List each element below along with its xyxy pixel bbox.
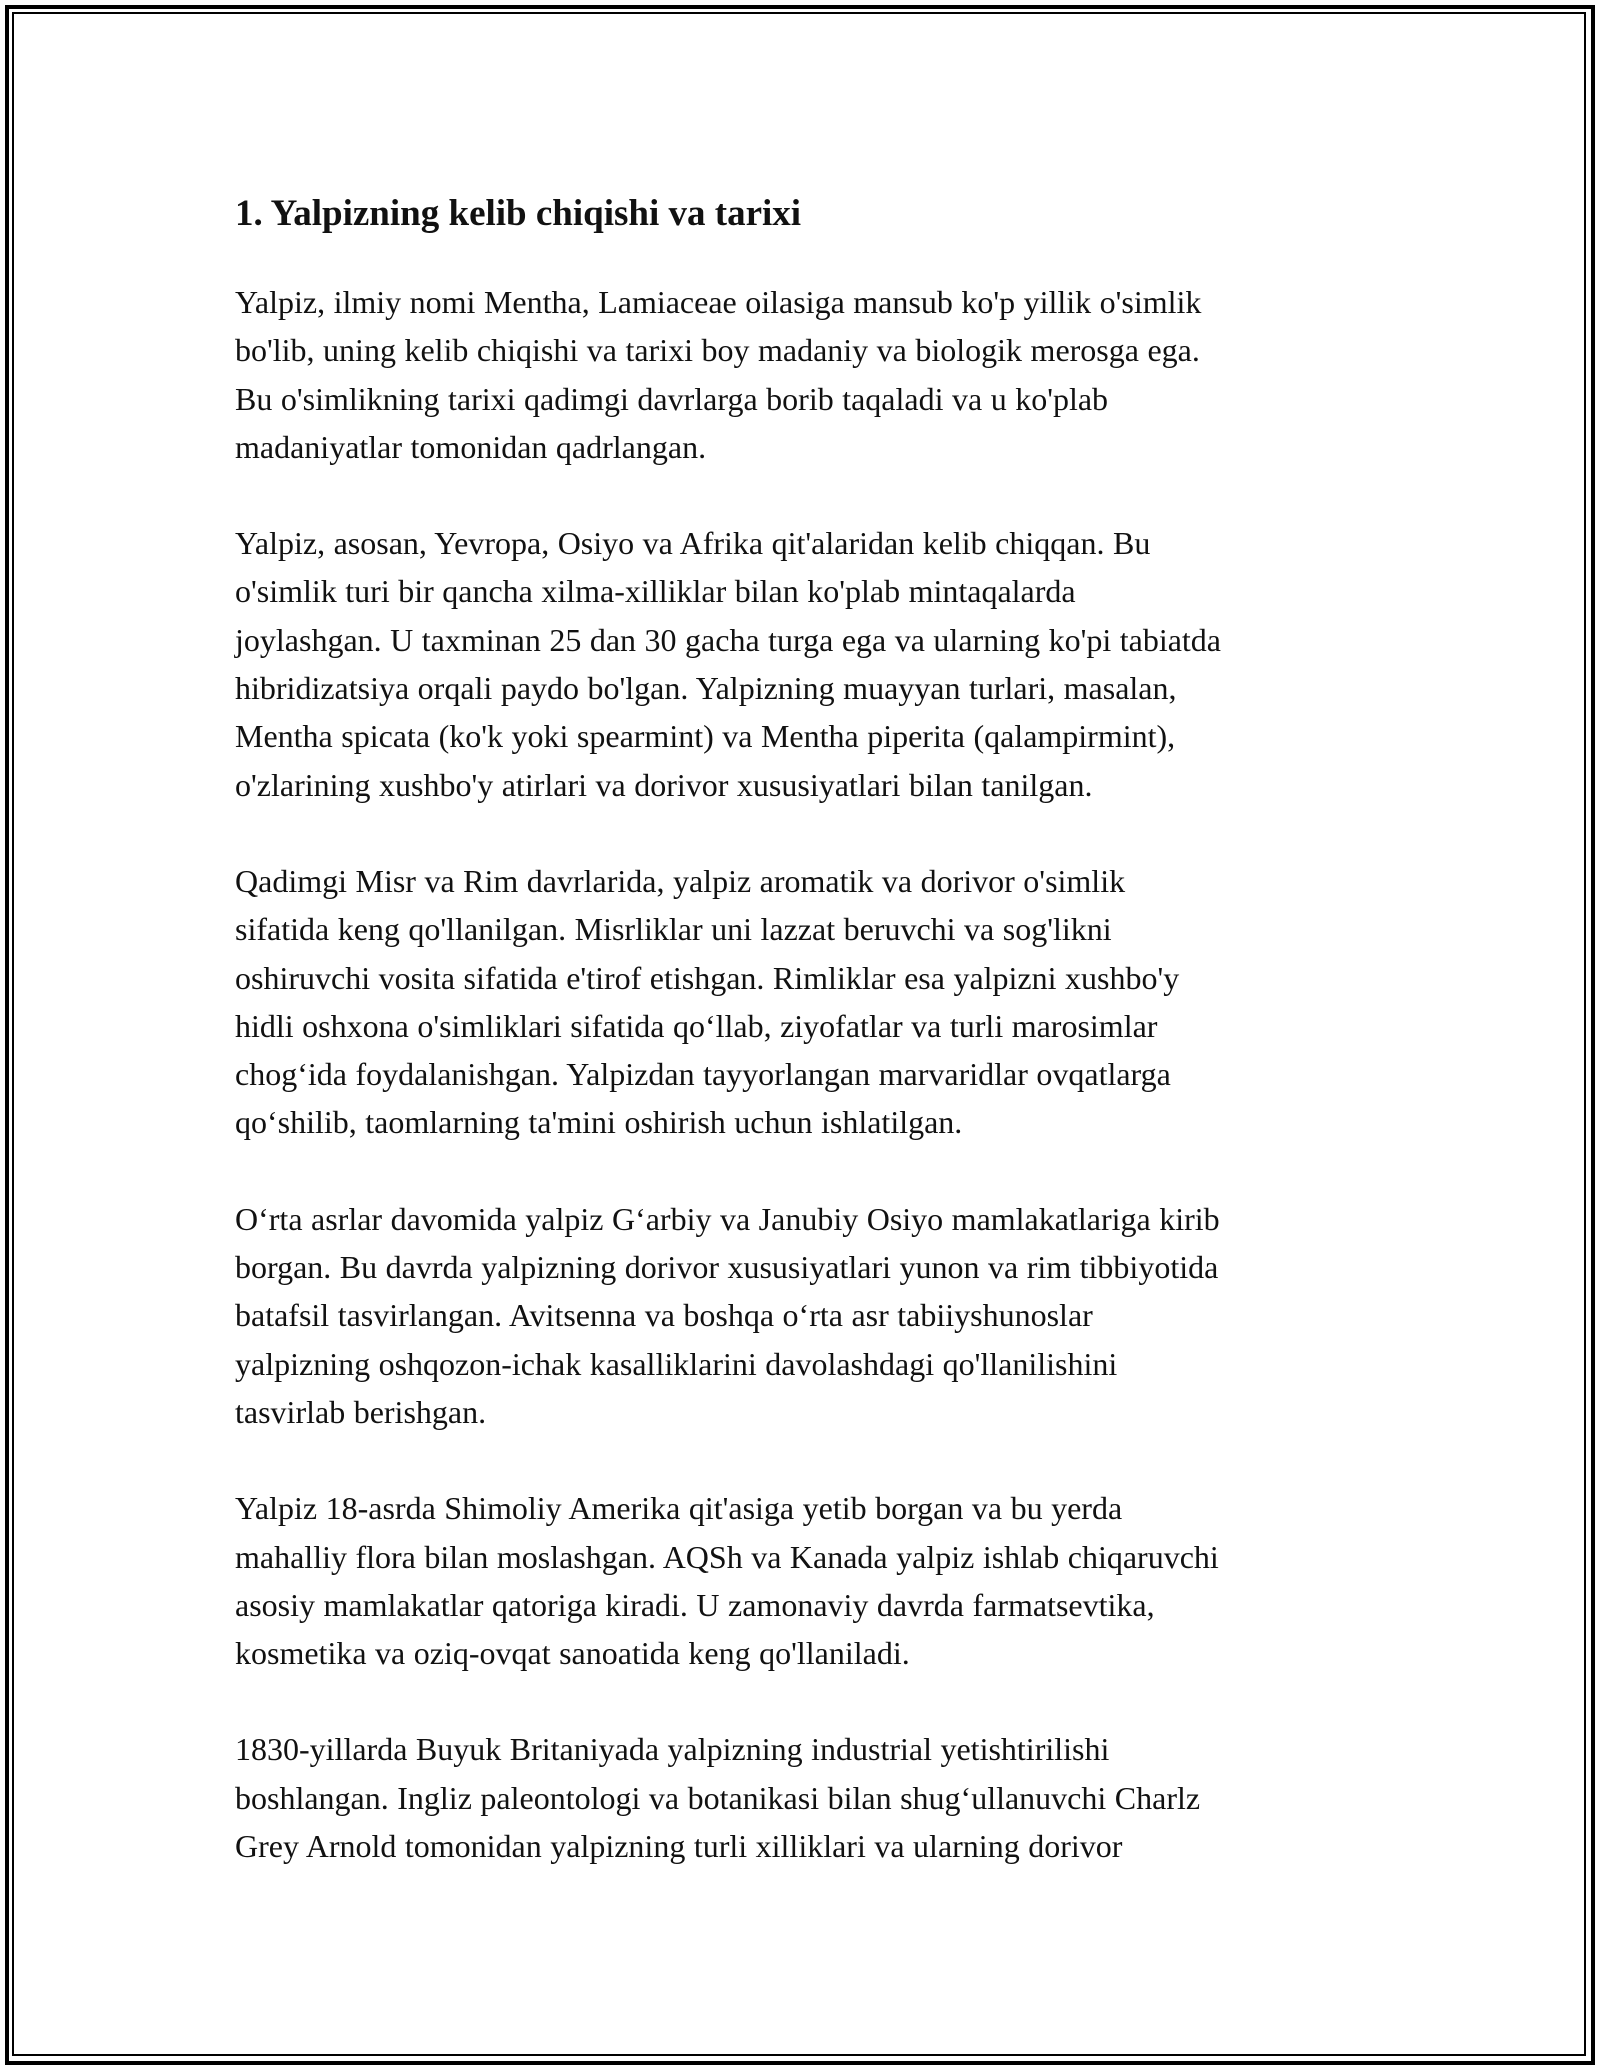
text-line: boshlangan. Ingliz paleontologi va botanikasi bilan shug‘ullanuvchi Charlz (235, 1779, 1201, 1816)
text-line: Yalpiz, asosan, Yevropa, Osiyo va Afrika qit'alaridan kelib chiqqan. Bu (235, 525, 1151, 562)
text-line: Grey Arnold tomonidan yalpizning turli xilliklari va ularning dorivor (235, 1828, 1123, 1865)
text-line: mahalliy flora bilan moslashgan. AQSh va Kanada yalpiz ishlab chiqaruvchi (235, 1538, 1219, 1575)
text-line: kosmetika va oziq-ovqat sanoatida keng qo'llaniladi. (235, 1635, 910, 1672)
text-line: chog‘ida foydalanishgan. Yalpizdan tayyorlangan marvaridlar ovqatlarga (235, 1056, 1171, 1093)
text-line: bo'lib, uning kelib chiqishi va tarixi boy madaniy va biologik merosga ega. (235, 332, 1200, 369)
text-line: 1830-yillarda Buyuk Britaniyada yalpizning industrial yetishtirilishi (235, 1731, 1110, 1768)
text-line: hibridizatsiya orqali paydo bo'lgan. Yalpizning muayyan turlari, masalan, (235, 670, 1177, 707)
paragraph-origin-intro (235, 278, 1385, 471)
text-line: o'zlarining xushbo'y atirlari va dorivor xususiyatlari bilan tanilgan. (235, 766, 1093, 803)
text-line: Mentha spicata (ko'k yoki spearmint) va Mentha piperita (qalampirmint), (235, 718, 1176, 755)
text-line: borgan. Bu davrda yalpizning dorivor xususiyatlari yunon va rim tibbiyotida (235, 1249, 1219, 1286)
text-line: o'simlik turi bir qancha xilma-xilliklar bilan ko'plab mintaqalarda (235, 573, 1076, 610)
paragraph-ancient-times (235, 857, 1385, 1147)
text-line: tasvirlab berishgan. (235, 1393, 487, 1430)
text-line: Bu o'simlikning tarixi qadimgi davrlarga borib taqaladi va u ko'plab (235, 380, 1109, 417)
text-line: oshiruvchi vosita sifatida e'tirof etishgan. Rimliklar esa yalpizni xushbo'y (235, 959, 1180, 996)
text-line: Yalpiz, ilmiy nomi Mentha, Lamiaceae oilasiga mansub ko'p yillik o'simlik (235, 284, 1202, 320)
paragraph-industrial-cultivation (235, 1725, 1385, 1870)
paragraph-north-america (235, 1484, 1385, 1677)
section-heading: 1. Yalpizning kelib chiqishi va tarixi (235, 193, 802, 234)
text-line: hidli oshxona o'simliklari sifatida qo‘llab, ziyofatlar va turli marosimlar (235, 1007, 1158, 1044)
document-body (235, 186, 1385, 1918)
paragraph-middle-ages (235, 1195, 1385, 1436)
text-line: yalpizning oshqozon-ichak kasalliklarini davolashdagi qo'llanilishini (235, 1345, 1118, 1382)
text-line: batafsil tasvirlangan. Avitsenna va boshqa o‘rta asr tabiiyshunoslar (235, 1297, 1093, 1334)
text-line: qo‘shilib, taomlarning ta'mini oshirish uchun ishlatilgan. (235, 1104, 963, 1141)
text-line: asosiy mamlakatlar qatoriga kiradi. U zamonaviy davrda farmatsevtika, (235, 1586, 1155, 1623)
text-line: sifatida keng qo'llanilgan. Misrliklar uni lazzat beruvchi va sog'likni (235, 911, 1112, 948)
text-line: O‘rta asrlar davomida yalpiz G‘arbiy va Janubiy Osiyo mamlakatlariga kirib (235, 1200, 1220, 1237)
text-line: joylashgan. U taxminan 25 dan 30 gacha turga ega va ularning ko'pi tabiatda (235, 621, 1221, 658)
text-line: Qadimgi Misr va Rim davrlarida, yalpiz aromatik va dorivor o'simlik (235, 862, 1126, 899)
paragraph-geography (235, 519, 1385, 809)
text-line: madaniyatlar tomonidan qadrlangan. (235, 428, 707, 465)
text-line: Yalpiz 18-asrda Shimoliy Amerika qit'asiga yetib borgan va bu yerda (235, 1490, 1123, 1527)
